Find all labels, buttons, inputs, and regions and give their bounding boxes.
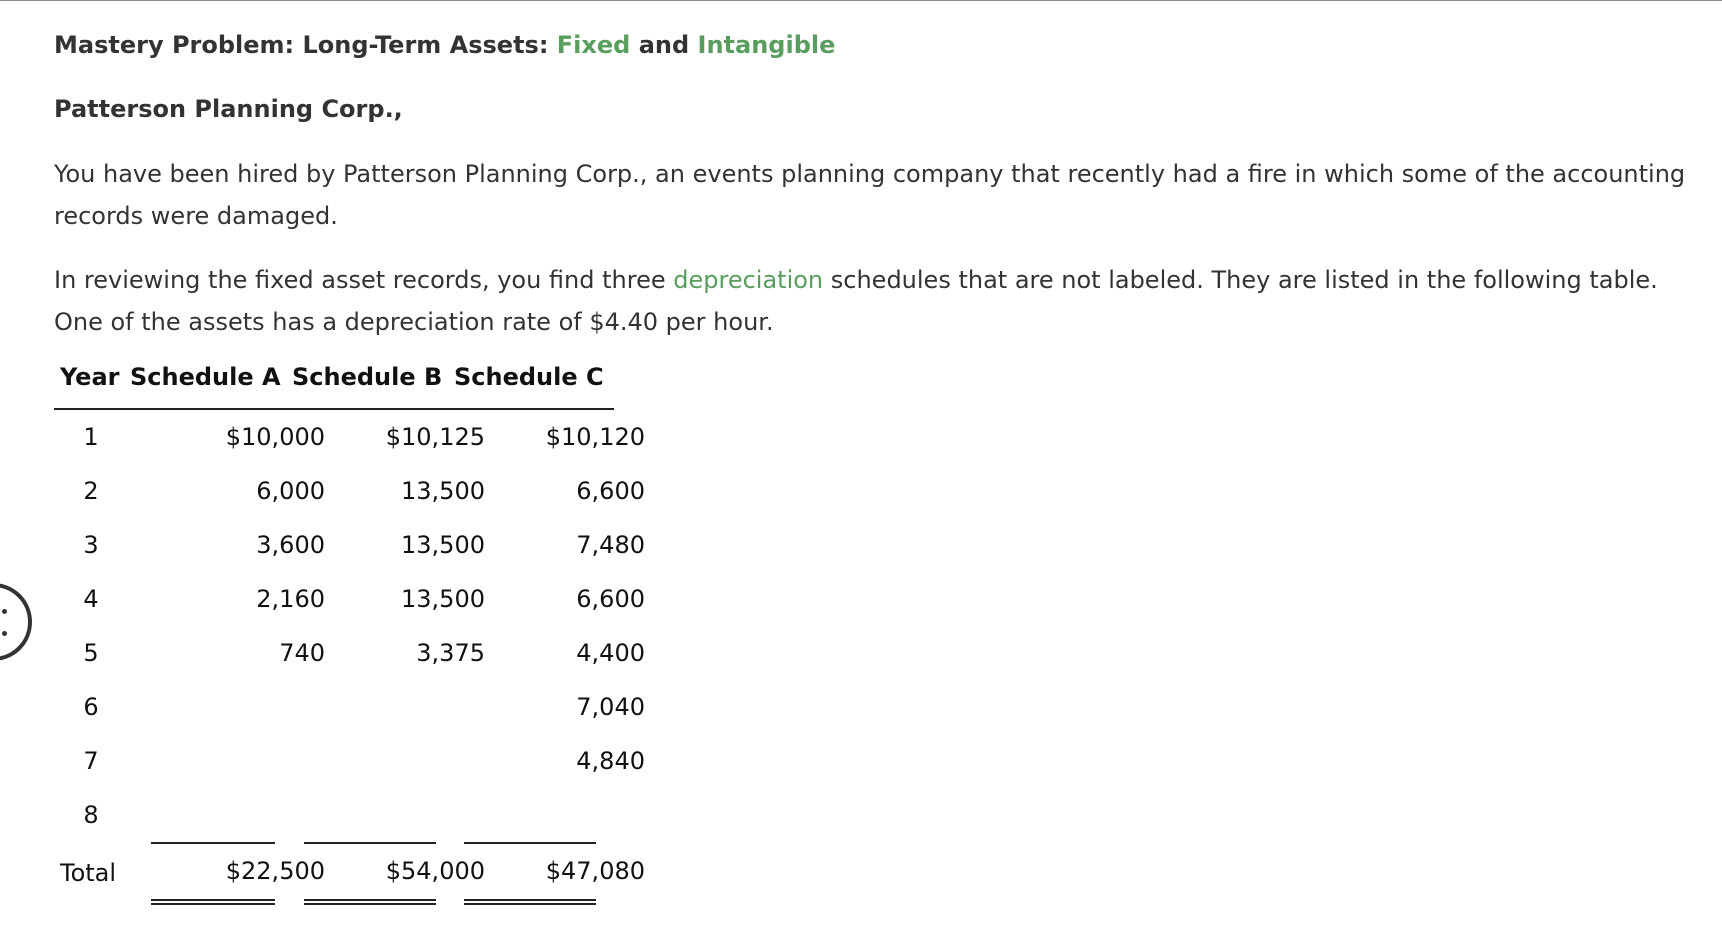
row-6-year: 6 (83, 693, 99, 721)
row-3-schedule-a: 3,600 (256, 531, 325, 559)
title-middle: and (630, 31, 698, 59)
header-year: Year (60, 363, 120, 391)
page-title (54, 31, 835, 59)
row-7-schedule-c: 4,840 (576, 747, 645, 775)
total-double-rule-b (304, 899, 436, 905)
total-double-rule-c (464, 899, 596, 905)
paragraph-text-after: schedules that are not labeled. They are listed in the following table. One of the assets has a depreciation rate of $4.40 per hour. (54, 266, 1658, 336)
total-schedule-c: $47,080 (545, 857, 645, 885)
row-1-year: 1 (83, 423, 99, 451)
fixed-term-link[interactable]: Fixed (556, 31, 631, 59)
schedule-paragraph (54, 259, 1704, 343)
total-schedule-a: $22,500 (225, 857, 325, 885)
row-2-year: 2 (83, 477, 99, 505)
row-7-year: 7 (83, 747, 99, 775)
row-1-schedule-c: $10,120 (545, 423, 645, 451)
row-6-schedule-c: 7,040 (576, 693, 645, 721)
title-prefix: Mastery Problem: Long-Term Assets: (54, 31, 557, 59)
total-schedule-b: $54,000 (385, 857, 485, 885)
row-1-schedule-b: $10,125 (385, 423, 485, 451)
row-2-schedule-c: 6,600 (576, 477, 645, 505)
intro-paragraph: You have been hired by Patterson Planning Corp., an events planning company that recently had a fire in which some of the accounting records were damaged. (54, 160, 1686, 230)
handle-dot-icon (2, 609, 7, 614)
total-label: Total (60, 859, 117, 887)
row-4-year: 4 (83, 585, 99, 613)
row-5-schedule-a: 740 (279, 639, 325, 667)
subtotal-rule-c (464, 842, 596, 844)
row-5-year: 5 (83, 639, 99, 667)
row-3-schedule-b: 13,500 (401, 531, 485, 559)
row-4-schedule-a: 2,160 (256, 585, 325, 613)
header-schedule-c: Schedule C (454, 363, 604, 391)
intangible-term-link[interactable]: Intangible (697, 31, 836, 59)
paragraph-text-before: In reviewing the fixed asset records, you find three (54, 266, 674, 294)
row-5-schedule-b: 3,375 (416, 639, 485, 667)
header-schedule-b: Schedule B (292, 363, 443, 391)
subtotal-rule-a (151, 842, 275, 844)
company-heading: Patterson Planning Corp., (54, 95, 403, 123)
row-4-schedule-c: 6,600 (576, 585, 645, 613)
row-8-year: 8 (83, 801, 99, 829)
handle-dot-icon (2, 631, 7, 636)
header-schedule-a: Schedule A (130, 363, 281, 391)
header-rule (54, 408, 614, 410)
row-3-year: 3 (83, 531, 99, 559)
row-5-schedule-c: 4,400 (576, 639, 645, 667)
row-2-schedule-b: 13,500 (401, 477, 485, 505)
row-1-schedule-a: $10,000 (225, 423, 325, 451)
side-scroll-handle[interactable] (0, 583, 32, 661)
row-3-schedule-c: 7,480 (576, 531, 645, 559)
depreciation-term-link[interactable]: depreciation (673, 266, 824, 294)
subtotal-rule-b (304, 842, 436, 844)
row-4-schedule-b: 13,500 (401, 585, 485, 613)
row-2-schedule-a: 6,000 (256, 477, 325, 505)
total-double-rule-a (151, 899, 275, 905)
